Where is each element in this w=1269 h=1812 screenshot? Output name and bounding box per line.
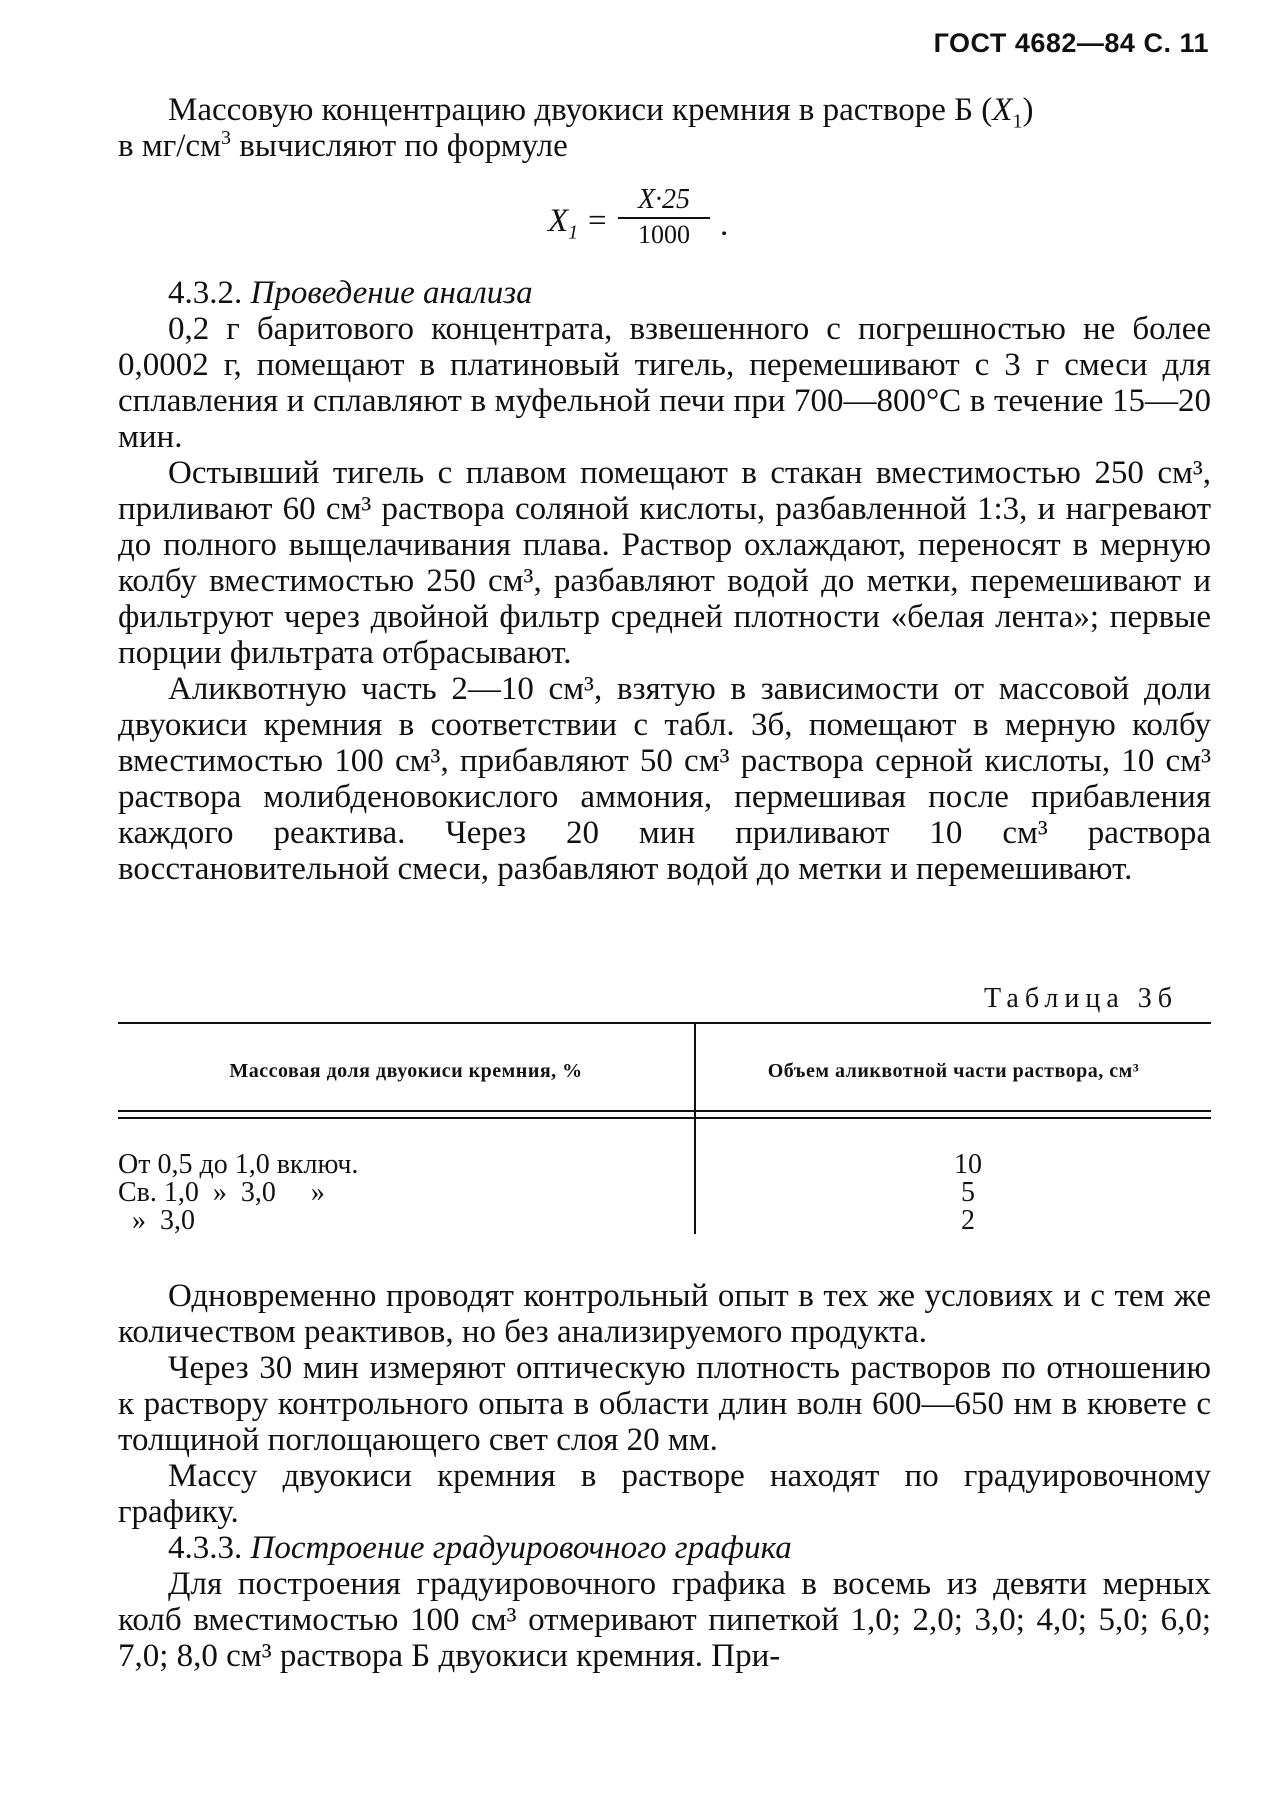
- post-table-block: [118, 1278, 1211, 1674]
- table-cell: 10: [954, 1149, 982, 1180]
- formula-fraction-bar: [618, 217, 710, 219]
- table-cell: Св. 1,0 » 3,0 »: [118, 1177, 325, 1208]
- table-rule-top: [118, 1022, 1211, 1024]
- formula-numerator: X·25: [637, 184, 691, 215]
- paragraph-4: Одновременно проводят контрольный опыт в тех же условиях и с тем же количеством реактивов, но без анализируемого продукта.: [118, 1278, 1211, 1350]
- section-heading-4-3-2: [118, 275, 1211, 311]
- section-heading-4-3-3: [118, 1530, 1211, 1566]
- table-cell: » 3,0: [118, 1205, 195, 1236]
- section-title: Построение градуировочного графика: [250, 1530, 792, 1566]
- table-cell: 2: [961, 1205, 975, 1236]
- intro-unit-sup: 3: [220, 127, 231, 149]
- section-4-3-2-block: [118, 275, 1211, 887]
- formula-period: .: [720, 207, 729, 243]
- paragraph-6: Массу двуокиси кремния в растворе находят по градуировочному графику.: [118, 1458, 1211, 1530]
- page-header: ГОСТ 4682—84 С. 11: [933, 28, 1209, 58]
- formula-fraction: [618, 185, 710, 249]
- formula-equals: =: [588, 203, 607, 239]
- table-cell: 5: [961, 1177, 975, 1208]
- paragraph-1: 0,2 г баритового концентрата, взвешенного с погрешностью не более 0,0002 г, помещают в платиновый тигель, перемешивают с 3 г смеси для сплавления и сплавляют в муфельной печи при 700—800°С в течение 15—20 мин.: [118, 311, 1211, 455]
- intro-block: [118, 92, 1211, 164]
- intro-text: Массовую концентрацию двуокиси кремния в растворе Б (: [168, 92, 993, 128]
- table-rule-header: [118, 1110, 1211, 1112]
- paragraph-7: Для построения градуировочного графика в восемь из девяти мерных колб вместимостью 100 см³ отмеривают пипеткой 1,0; 2,0; 3,0; 4,0; 5,0; 6,0; 7,0; 8,0 см³ раствора Б двуокиси кремния. При-: [118, 1566, 1211, 1674]
- intro-var: X: [992, 92, 1013, 128]
- formula-denominator: 1000: [638, 220, 690, 249]
- intro-paragraph: [118, 92, 1211, 164]
- paragraph-2: Остывший тигель с плавом помещают в стакан вместимостью 250 см³, приливают 60 см³ раствора соляной кислоты, разбавленной 1:3, и нагревают до полного выщелачивания плава. Раствор охлаждают, переносят в мерную колбу вместимостью 250 см³, разбавляют водой до метки, перемешивают и фильтруют через двойной фильтр средней плотности «белая лента»; первые порции фильтрата отбрасывают.: [118, 455, 1211, 671]
- intro-sub: 1: [1012, 110, 1023, 133]
- section-number: 4.3.3.: [168, 1530, 243, 1566]
- table-rule-header-double: [118, 1117, 1211, 1119]
- section-number: 4.3.2.: [168, 275, 243, 311]
- table-header-aliquot-volume: Объем аликвотной части раствора, см³: [767, 1060, 1140, 1082]
- paragraph-5: Через 30 мин измеряют оптическую плотность растворов по отношению к раствору контрольного опыта в области длин волн 600—650 нм в кювете с толщиной поглощающего свет слоя 20 мм.: [118, 1350, 1211, 1458]
- intro-text-2: вычисляют по формуле: [230, 128, 568, 164]
- intro-unit: в мг/см: [118, 128, 221, 164]
- paragraph-3: Аликвотную часть 2—10 см³, взятую в зависимости от массовой доли двуокиси кремния в соответствии с табл. 3б, помещают в мерную колбу вместимостью 100 см³, прибавляют 50 см³ раствора серной кислоты, 10 см³ раствора молибденовокислого аммония, пермешивая после прибавления каждого реактива. Через 20 мин приливают 10 см³ раствора восстановительной смеси, разбавляют водой до метки и перемешивают.: [118, 671, 1211, 887]
- table-3b: [118, 1022, 1211, 1234]
- table-header-mass-fraction: Массовая доля двуокиси кремния, %: [229, 1060, 583, 1082]
- formula-lhs: $X_1$: [548, 203, 579, 244]
- table-title: Таблица 3б: [984, 983, 1178, 1014]
- table-cell: От 0,5 до 1,0 включ.: [118, 1149, 359, 1180]
- intro-text-end: ): [1022, 92, 1034, 128]
- section-title: Проведение анализа: [250, 275, 533, 311]
- table-column-divider: [694, 1022, 696, 1234]
